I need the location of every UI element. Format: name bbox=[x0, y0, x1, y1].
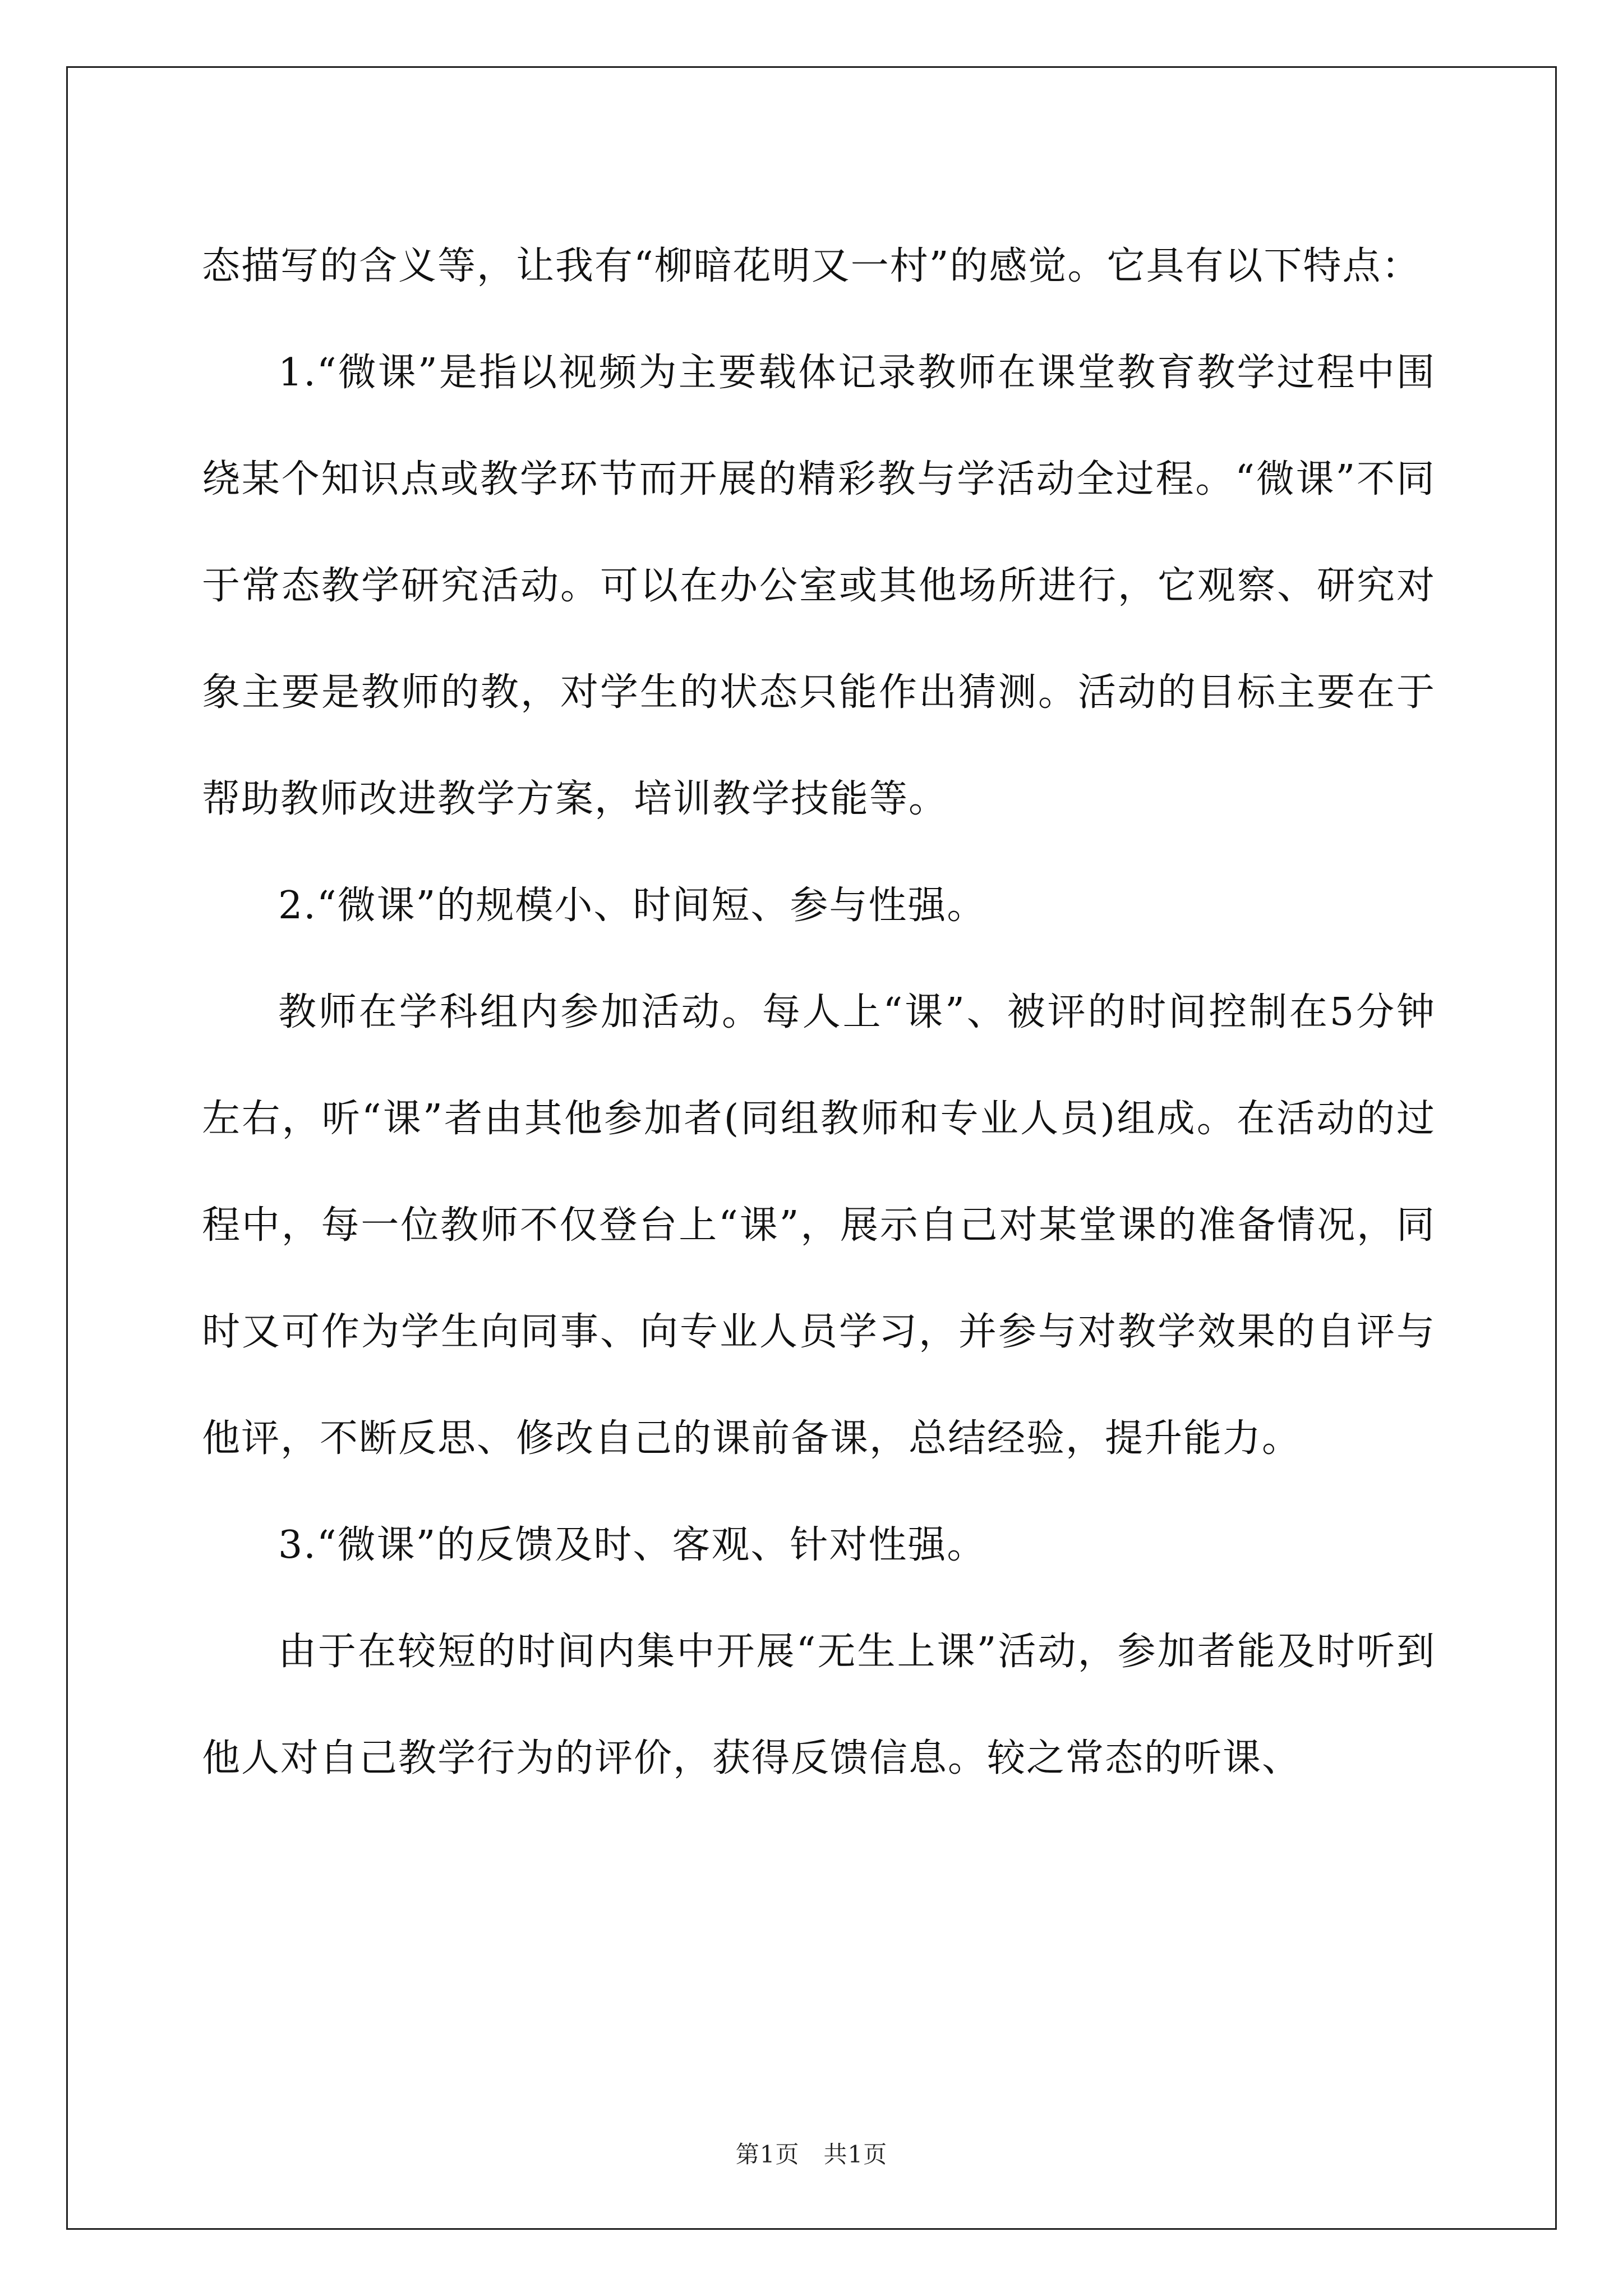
document-body bbox=[202, 213, 1436, 1812]
paragraph-1: 态描写的含义等，让我有“柳暗花明又一村”的感觉。它具有以下特点： bbox=[202, 244, 1421, 288]
paragraph-2: 1.“微课”是指以视频为主要载体记录教师在课堂教育教学过程中围绕某个知识点或教学环节而开展的精彩教与学活动全过程。“微课”不同于常态教学研究活动。可以在办公室或其他场所进行，它观察、研究对象主要是教师的教，对学生的状态只能作出猜测。活动的目标主要在于帮助教师改进教学方案，培训教学技能等。 bbox=[202, 351, 1436, 821]
page-number-footer: 第1页 共1页 bbox=[735, 2141, 888, 2168]
paragraph-4: 教师在学科组内参加活动。每人上“课”、被评的时间控制在5分钟左右，听“课”者由其他参加者(同组教师和专业人员)组成。在活动的过程中，每一位教师不仅登台上“课”，展示自己对某堂课的准备情况，同时又可作为学生向同事、向专业人员学习，并参与对教学效果的自评与他评，不断反思、修改自己的课前备课，总结经验，提升能力。 bbox=[202, 990, 1436, 1461]
paragraph-6: 由于在较短的时间内集中开展“无生上课”活动，参加者能及时听到他人对自己教学行为的评价，获得反馈信息。较之常态的听课、 bbox=[202, 1630, 1436, 1780]
paragraph-3: 2.“微课”的规模小、时间短、参与性强。 bbox=[278, 884, 986, 928]
paragraph-5: 3.“微课”的反馈及时、客观、针对性强。 bbox=[278, 1523, 986, 1567]
